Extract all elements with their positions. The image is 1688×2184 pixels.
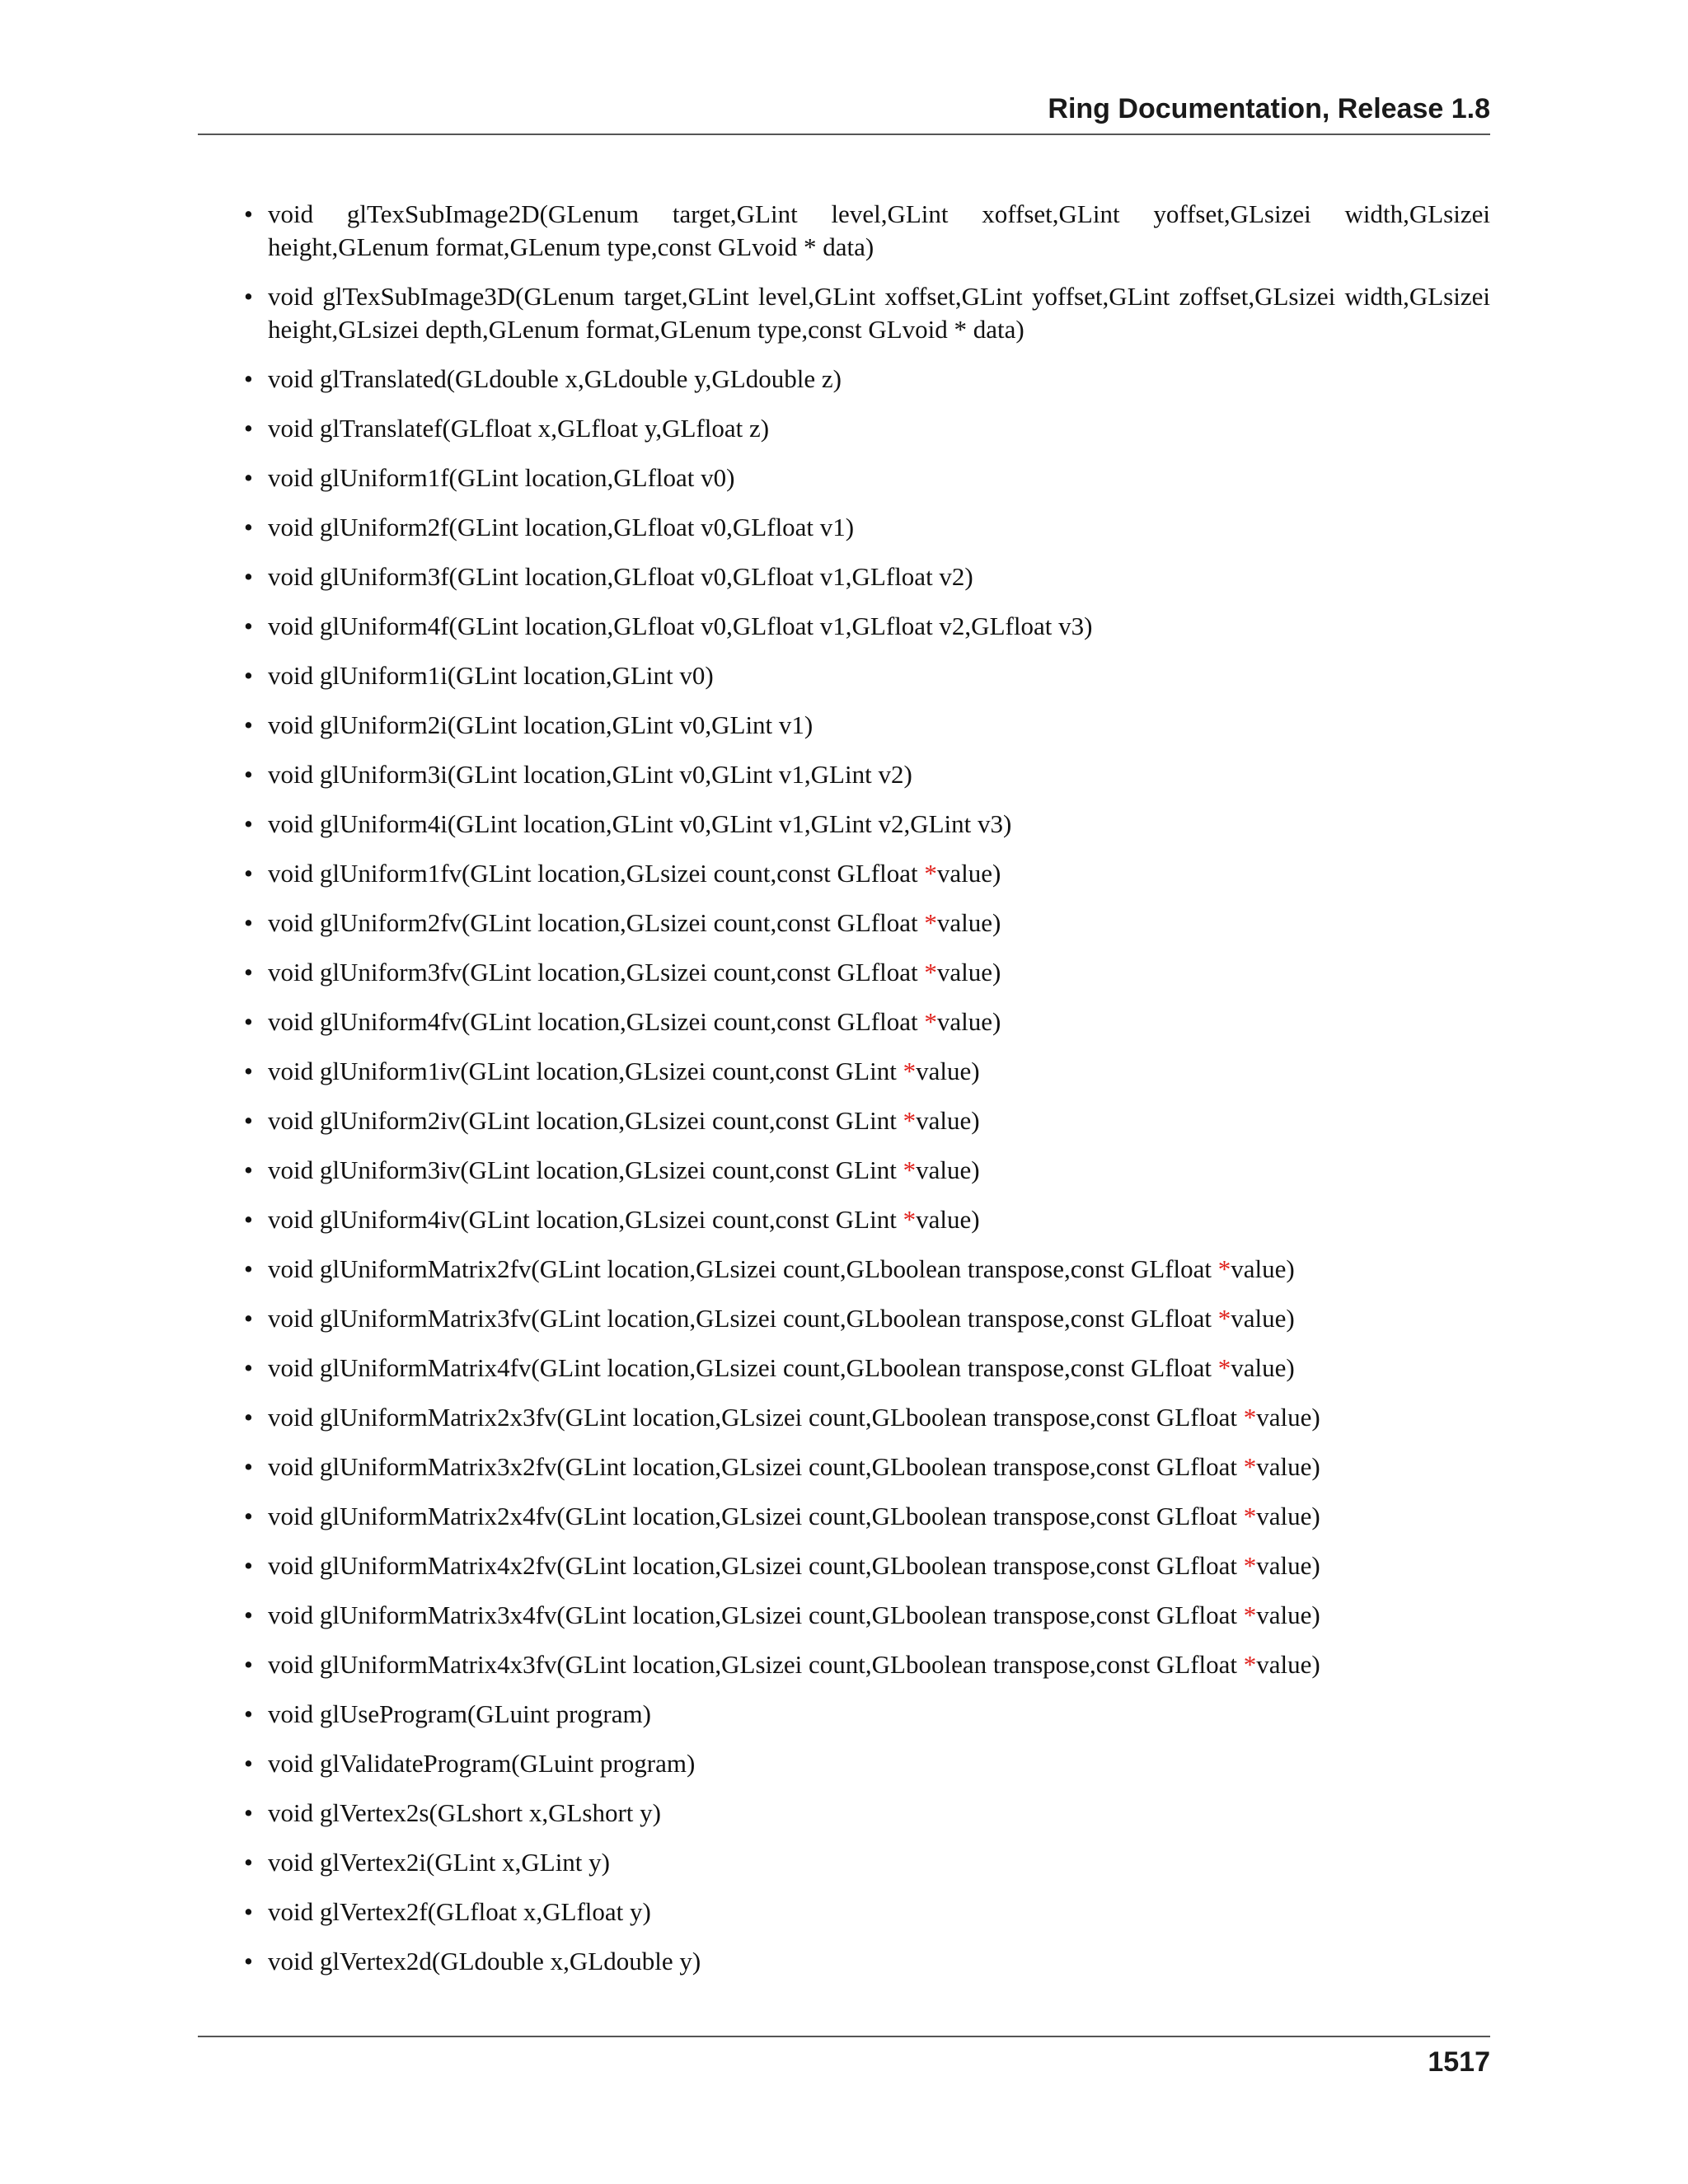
bullet-icon: • [244, 1452, 253, 1481]
function-signature: void glValidateProgram(GLuint program) [268, 1749, 696, 1778]
bullet-icon: • [244, 463, 253, 492]
function-signature-tail: value) [916, 1057, 980, 1085]
bullet-icon: • [244, 562, 253, 591]
function-signature-tail: value) [1256, 1650, 1320, 1679]
function-signature: void glVertex2d(GLdouble x,GLdouble y) [268, 1947, 701, 1975]
list-item [198, 1104, 1490, 1137]
function-signature: void glVertex2i(GLint x,GLint y) [268, 1848, 610, 1877]
pointer-asterisk: * [1243, 1452, 1257, 1481]
pointer-asterisk: * [1217, 1353, 1231, 1382]
bullet-icon: • [244, 1205, 253, 1234]
bullet-icon: • [244, 414, 253, 443]
list-item [198, 1648, 1490, 1681]
function-signature-tail: value) [936, 859, 1001, 888]
pointer-asterisk: * [1243, 1502, 1257, 1530]
page-footer [198, 2036, 1490, 2078]
function-signature-tail: value) [916, 1205, 980, 1234]
function-signature: void glUniform2i(GLint location,GLint v0,GLint v1) [268, 710, 814, 739]
function-signature-tail: value) [936, 958, 1001, 987]
bullet-icon: • [244, 1502, 253, 1530]
list-item [198, 1896, 1490, 1929]
pointer-asterisk: * [1243, 1403, 1257, 1432]
bullet-icon: • [244, 199, 253, 228]
function-signature: void glUniformMatrix3x4fv(GLint location,GLsizei count,GLboolean transpose,const GLfloat [268, 1601, 1244, 1629]
pointer-asterisk: * [903, 1057, 917, 1085]
pointer-asterisk: * [924, 958, 937, 987]
function-signature-tail: value) [936, 908, 1001, 937]
bullet-icon: • [244, 760, 253, 789]
function-signature: void glUniformMatrix3fv(GLint location,GLsizei count,GLboolean transpose,const GLfloat [268, 1304, 1218, 1333]
bullet-icon: • [244, 1897, 253, 1926]
bullet-icon: • [244, 710, 253, 739]
function-signature: void glUniform2iv(GLint location,GLsizei count,const GLint [268, 1106, 903, 1135]
function-signature: void glUniform4fv(GLint location,GLsizei count,const GLfloat [268, 1007, 925, 1036]
list-item [198, 412, 1490, 445]
list-item [198, 709, 1490, 742]
bullet-icon: • [244, 908, 253, 937]
pointer-asterisk: * [1243, 1601, 1257, 1629]
bullet-icon: • [244, 1699, 253, 1728]
list-item [198, 758, 1490, 791]
bullet-icon: • [244, 1551, 253, 1580]
list-item [198, 1549, 1490, 1582]
function-signature: void glUniformMatrix2x3fv(GLint location,GLsizei count,GLboolean transpose,const GLfloat [268, 1403, 1244, 1432]
function-signature-tail: value) [1256, 1502, 1320, 1530]
bullet-icon: • [244, 859, 253, 888]
pointer-asterisk: * [903, 1205, 917, 1234]
list-item [198, 956, 1490, 989]
function-signature-tail: value) [1256, 1551, 1320, 1580]
function-signature: void glUniform1fv(GLint location,GLsizei count,const GLfloat [268, 859, 925, 888]
bullet-icon: • [244, 513, 253, 541]
pointer-asterisk: * [924, 908, 937, 937]
bullet-icon: • [244, 1353, 253, 1382]
list-item [198, 462, 1490, 494]
function-signature: void glUniform1f(GLint location,GLfloat v0) [268, 463, 735, 492]
function-signature: void glUseProgram(GLuint program) [268, 1699, 651, 1728]
function-signature: void glUniformMatrix4fv(GLint location,GLsizei count,GLboolean transpose,const GLfloat [268, 1353, 1218, 1382]
list-item [198, 1451, 1490, 1483]
function-signature-tail: value) [936, 1007, 1001, 1036]
page-content [198, 198, 1490, 1994]
function-signature: void glUniform4i(GLint location,GLint v0,GLint v1,GLint v2,GLint v3) [268, 809, 1012, 838]
list-item [198, 1401, 1490, 1434]
function-signature: void glUniform1i(GLint location,GLint v0) [268, 661, 714, 690]
list-item [198, 560, 1490, 593]
function-signature-tail: value) [1256, 1601, 1320, 1629]
bullet-icon: • [244, 1057, 253, 1085]
list-item [198, 610, 1490, 643]
document-title: Ring Documentation, Release 1.8 [1048, 93, 1490, 124]
pointer-asterisk: * [1243, 1650, 1257, 1679]
function-signature: void glUniform2fv(GLint location,GLsizei count,const GLfloat [268, 908, 925, 937]
list-item [198, 1500, 1490, 1533]
bullet-icon: • [244, 661, 253, 690]
function-signature: void glUniform3i(GLint location,GLint v0,GLint v1,GLint v2) [268, 760, 912, 789]
function-signature: void glUniform3fv(GLint location,GLsizei count,const GLfloat [268, 958, 925, 987]
bullet-icon: • [244, 1601, 253, 1629]
bullet-icon: • [244, 1106, 253, 1135]
function-signature-tail: value) [916, 1155, 980, 1184]
function-signature-tail: value) [1231, 1304, 1295, 1333]
function-signature: void glVertex2s(GLshort x,GLshort y) [268, 1798, 661, 1827]
pointer-asterisk: * [924, 859, 937, 888]
list-item [198, 1698, 1490, 1731]
list-item [198, 1846, 1490, 1879]
page-number: 1517 [1428, 2046, 1490, 2078]
bullet-icon: • [244, 282, 253, 311]
bullet-icon: • [244, 1749, 253, 1778]
function-list [198, 198, 1490, 1978]
bullet-icon: • [244, 1403, 253, 1432]
bullet-icon: • [244, 1254, 253, 1283]
list-item [198, 1253, 1490, 1286]
function-signature: void glUniform4iv(GLint location,GLsizei count,const GLint [268, 1205, 903, 1234]
function-signature: void glTexSubImage3D(GLenum target,GLint level,GLint xoffset,GLint yoffset,GLint zoffset,GLsizei width,GLsizei height,GLsizei depth,GLenum format,GLenum type,const GLvoid * data) [268, 282, 1490, 344]
list-item [198, 1154, 1490, 1187]
function-signature-tail: value) [1256, 1403, 1320, 1432]
function-signature: void glUniformMatrix2x4fv(GLint location,GLsizei count,GLboolean transpose,const GLfloat [268, 1502, 1244, 1530]
function-signature-tail: value) [916, 1106, 980, 1135]
function-signature: void glUniformMatrix4x3fv(GLint location,GLsizei count,GLboolean transpose,const GLfloat [268, 1650, 1244, 1679]
pointer-asterisk: * [1217, 1254, 1231, 1283]
bullet-icon: • [244, 1798, 253, 1827]
list-item [198, 857, 1490, 890]
pointer-asterisk: * [1243, 1551, 1257, 1580]
bullet-icon: • [244, 364, 253, 393]
function-signature: void glUniform3f(GLint location,GLfloat v0,GLfloat v1,GLfloat v2) [268, 562, 973, 591]
list-item [198, 1055, 1490, 1088]
list-item [198, 1945, 1490, 1978]
bullet-icon: • [244, 1848, 253, 1877]
bullet-icon: • [244, 809, 253, 838]
list-item [198, 1747, 1490, 1780]
function-signature: void glUniform4f(GLint location,GLfloat v0,GLfloat v1,GLfloat v2,GLfloat v3) [268, 612, 1093, 640]
function-signature: void glUniformMatrix4x2fv(GLint location,GLsizei count,GLboolean transpose,const GLfloat [268, 1551, 1244, 1580]
list-item [198, 198, 1490, 264]
function-signature: void glUniformMatrix2fv(GLint location,GLsizei count,GLboolean transpose,const GLfloat [268, 1254, 1218, 1283]
list-item [198, 511, 1490, 544]
pointer-asterisk: * [924, 1007, 937, 1036]
list-item [198, 1352, 1490, 1385]
function-signature-tail: value) [1231, 1353, 1295, 1382]
bullet-icon: • [244, 958, 253, 987]
function-signature-tail: value) [1256, 1452, 1320, 1481]
bullet-icon: • [244, 612, 253, 640]
pointer-asterisk: * [1217, 1304, 1231, 1333]
function-signature: void glTexSubImage2D(GLenum target,GLint level,GLint xoffset,GLint yoffset,GLsizei width,GLsizei height,GLenum format,GLenum type,const GLvoid * data) [268, 199, 1490, 261]
function-signature: void glUniform1iv(GLint location,GLsizei count,const GLint [268, 1057, 903, 1085]
bullet-icon: • [244, 1650, 253, 1679]
list-item [198, 1005, 1490, 1038]
list-item [198, 1302, 1490, 1335]
list-item [198, 1203, 1490, 1236]
list-item [198, 1797, 1490, 1830]
list-item [198, 1599, 1490, 1632]
list-item [198, 363, 1490, 396]
list-item [198, 659, 1490, 692]
pointer-asterisk: * [903, 1155, 917, 1184]
function-signature: void glUniform3iv(GLint location,GLsizei count,const GLint [268, 1155, 903, 1184]
bullet-icon: • [244, 1007, 253, 1036]
function-signature-tail: value) [1231, 1254, 1295, 1283]
page-header [198, 92, 1490, 135]
list-item [198, 808, 1490, 841]
list-item [198, 907, 1490, 940]
function-signature: void glTranslated(GLdouble x,GLdouble y,GLdouble z) [268, 364, 842, 393]
function-signature: void glUniform2f(GLint location,GLfloat v0,GLfloat v1) [268, 513, 855, 541]
pointer-asterisk: * [903, 1106, 917, 1135]
function-signature: void glTranslatef(GLfloat x,GLfloat y,GLfloat z) [268, 414, 770, 443]
bullet-icon: • [244, 1947, 253, 1975]
list-item [198, 280, 1490, 346]
bullet-icon: • [244, 1304, 253, 1333]
function-signature: void glVertex2f(GLfloat x,GLfloat y) [268, 1897, 651, 1926]
function-signature: void glUniformMatrix3x2fv(GLint location,GLsizei count,GLboolean transpose,const GLfloat [268, 1452, 1244, 1481]
bullet-icon: • [244, 1155, 253, 1184]
